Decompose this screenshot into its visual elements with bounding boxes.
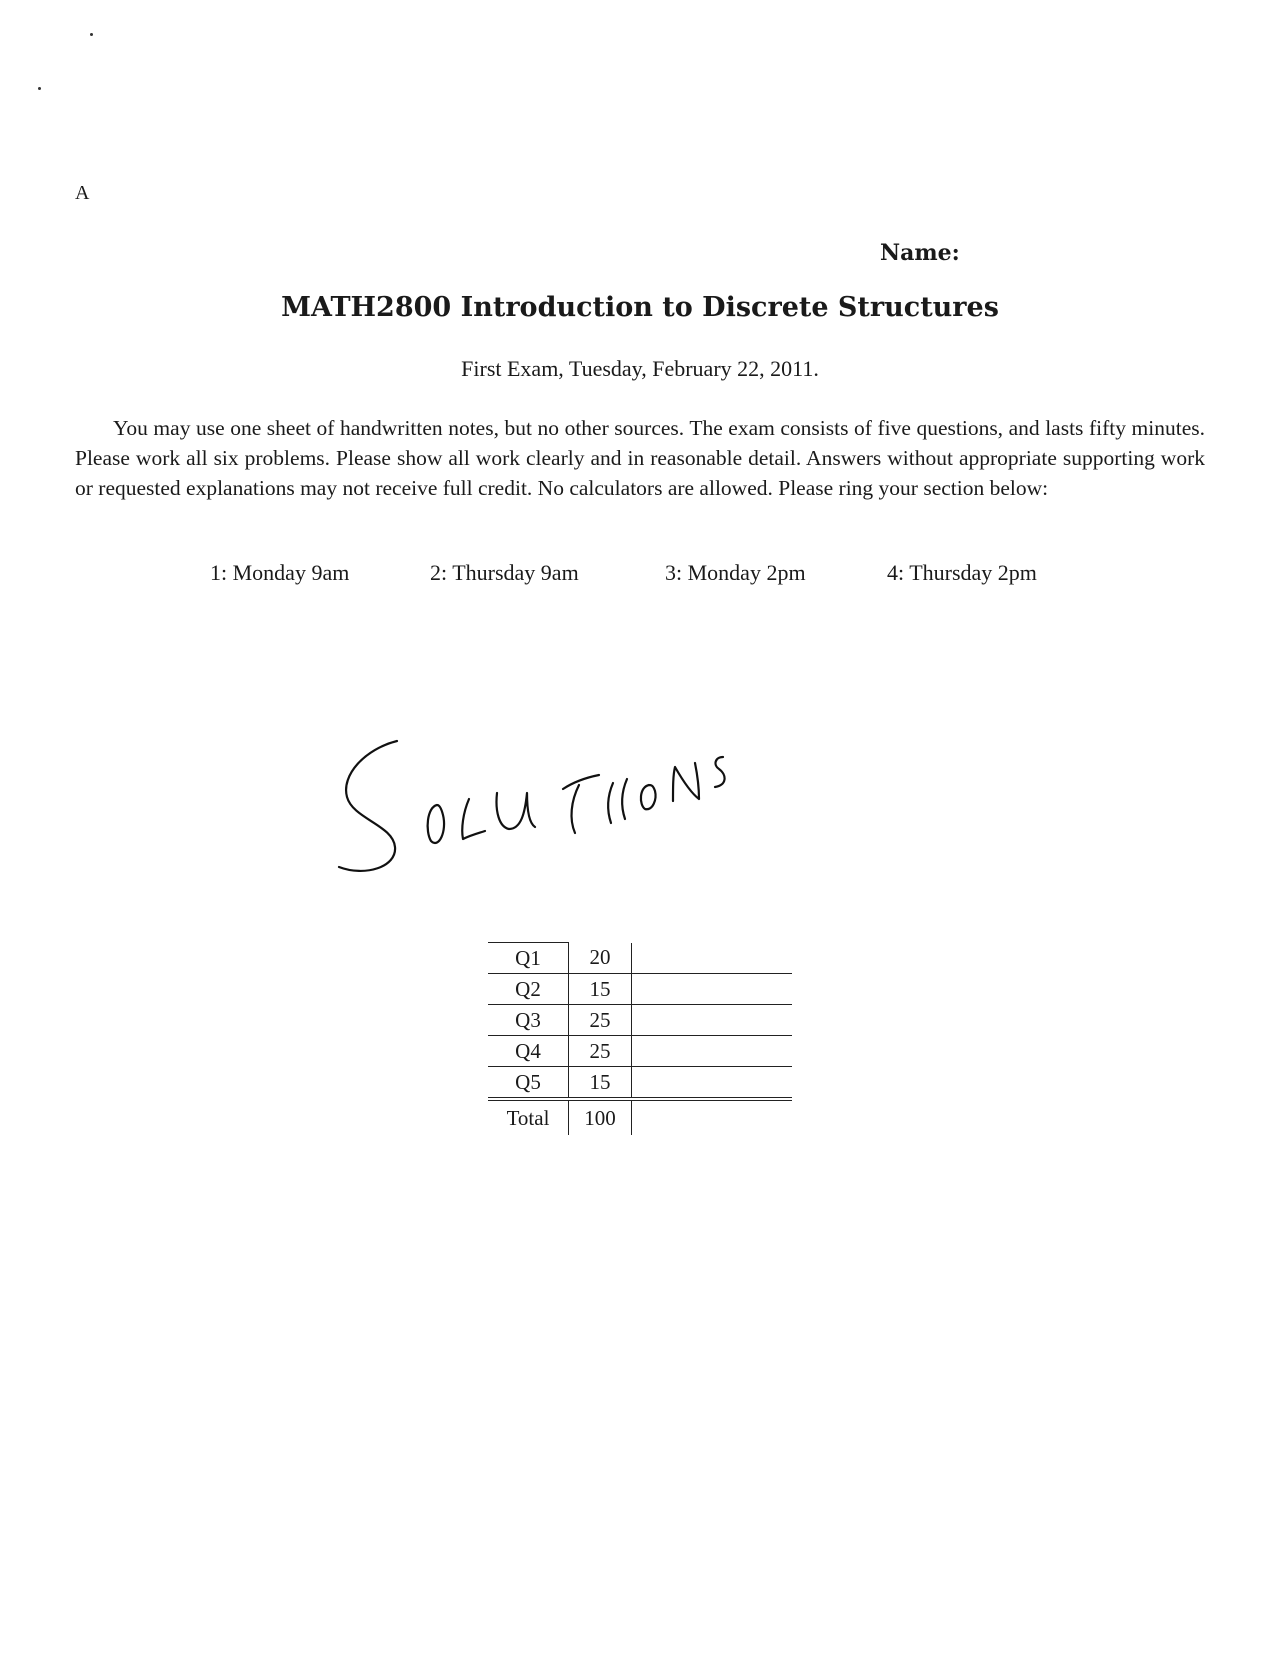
question-label: Q2 — [488, 974, 569, 1005]
question-label: Q1 — [488, 943, 569, 974]
table-row — [488, 1036, 792, 1067]
section-option-4: 4: Thursday 2pm — [887, 560, 1037, 585]
handwritten-solutions-note — [335, 735, 765, 885]
letter-u-stroke — [497, 793, 536, 829]
letter-s-stroke — [715, 757, 725, 787]
score-blank — [632, 1067, 793, 1100]
exam-date-subtitle: First Exam, Tuesday, February 22, 2011. — [461, 356, 819, 381]
scan-speck — [38, 87, 41, 90]
letter-t-bar — [563, 775, 599, 789]
letter-i-stroke — [608, 783, 613, 823]
score-table — [488, 942, 792, 1135]
table-row — [488, 1067, 792, 1100]
score-blank — [632, 1005, 793, 1036]
points-value: 20 — [569, 943, 632, 974]
points-value: 15 — [569, 1067, 632, 1100]
letter-t-stem — [572, 785, 579, 833]
total-points-value: 100 — [569, 1099, 632, 1135]
letter-s-stroke — [339, 741, 397, 871]
letter-o-stroke — [428, 805, 444, 843]
total-label: Total — [488, 1099, 569, 1135]
question-label: Q5 — [488, 1067, 569, 1100]
question-label: Q4 — [488, 1036, 569, 1067]
name-label: Name: — [880, 240, 960, 266]
total-score-blank — [632, 1099, 793, 1135]
table-row — [488, 1005, 792, 1036]
section-option-2: 2: Thursday 9am — [430, 560, 579, 585]
scan-speck — [90, 33, 93, 36]
section-option-1: 1: Monday 9am — [210, 560, 350, 585]
page-title: MATH2800 Introduction to Discrete Structures — [281, 292, 999, 323]
points-value: 25 — [569, 1005, 632, 1036]
score-blank — [632, 1036, 793, 1067]
points-value: 25 — [569, 1036, 632, 1067]
exam-instructions: You may use one sheet of handwritten notes, but no other sources. The exam consists of five questions, and lasts fifty minutes. Please work all six problems. Please show all work clearly and in reasonable detail. Answers without appropriate supporting work or requested explanations may not receive full credit. No calculators are allowed. Please ring your section below: — [75, 416, 1205, 500]
letter-i-stroke — [622, 779, 627, 819]
section-option-3: 3: Monday 2pm — [665, 560, 806, 585]
table-row — [488, 974, 792, 1005]
score-blank — [632, 974, 793, 1005]
letter-n-stroke — [673, 763, 699, 801]
table-row — [488, 943, 792, 974]
letter-o-stroke — [641, 785, 656, 809]
letter-l-stroke — [462, 799, 485, 839]
score-blank — [632, 943, 793, 974]
points-value: 15 — [569, 974, 632, 1005]
table-total-row — [488, 1099, 792, 1135]
question-label: Q3 — [488, 1005, 569, 1036]
exam-version-letter: A — [75, 182, 90, 204]
